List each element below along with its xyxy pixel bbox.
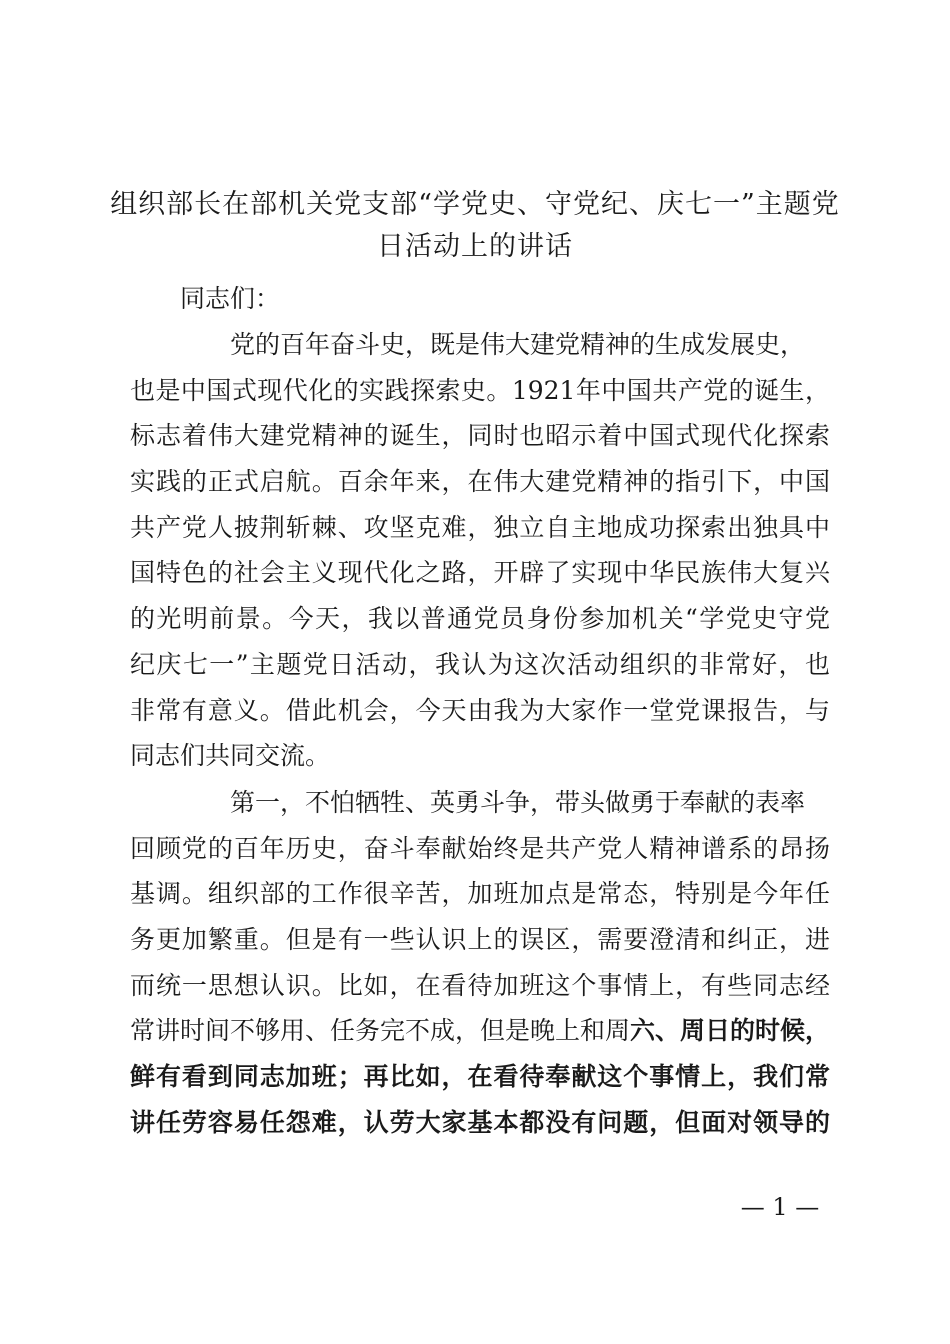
normal-text: 常讲时间不够用、任务完不成，但是晚上和周: [130, 1016, 631, 1046]
bold-paragraph-line: 鲜有看到同志加班；再比如，在看待奉献这个事情上，我们常: [130, 1062, 830, 1092]
paragraph-2: [130, 780, 830, 1146]
paragraph-line: 标志着伟大建党精神的诞生，同时也昭示着中国式现代化探索: [130, 421, 830, 451]
paragraph-line: 非常有意义。借此机会，今天由我为大家作一堂党课报告，与: [130, 695, 830, 725]
paragraph-line: 纪庆七一”主题党日活动，我认为这次活动组织的非常好，也: [130, 649, 830, 679]
page-number: — 1 —: [740, 1193, 820, 1221]
bold-text: 六、周日的时候，: [630, 1016, 831, 1046]
paragraph-line: 的光明前景。今天，我以普通党员身份参加机关“学党史守党: [130, 604, 830, 634]
paragraph-line: 也是中国式现代化的实践探索史。1921年中国共产党的诞生，: [130, 375, 830, 405]
greeting: 同志们：: [180, 284, 281, 313]
paragraph-line: 国特色的社会主义现代化之路，开辟了实现中华民族伟大复兴: [130, 558, 830, 588]
paragraph-line: 基调。组织部的工作很辛苦，加班加点是常态，特别是今年任: [130, 879, 830, 909]
title-line-1: 组织部长在部机关党支部“学党史、守党纪、庆七一”主题党: [110, 189, 840, 220]
paragraph-1: [130, 322, 830, 779]
paragraph-line: 而统一思想认识。比如，在看待加班这个事情上，有些同志经: [130, 970, 830, 1000]
document-title: [100, 184, 850, 268]
section-heading: 第一，不怕牺牲、英勇斗争，带头做勇于奉献的表率: [230, 788, 806, 817]
paragraph-line-mixed: [130, 1008, 830, 1054]
bold-paragraph-line: 讲任劳容易任怨难，认劳大家基本都没有问题，但面对领导的: [130, 1107, 830, 1137]
paragraph-line: 回顾党的百年历史，奋斗奉献始终是共产党人精神谱系的昂扬: [130, 833, 830, 863]
title-line-2: 日活动上的讲话: [377, 231, 573, 262]
paragraph-line: 同志们共同交流。: [130, 741, 331, 771]
paragraph-line: 共产党人披荆斩棘、攻坚克难，独立自主地成功探索出独具中: [130, 512, 830, 542]
paragraph-line: 党的百年奋斗史，既是伟大建党精神的生成发展史，: [230, 330, 806, 359]
paragraph-line: 实践的正式启航。百余年来，在伟大建党精神的指引下，中国: [130, 467, 830, 497]
paragraph-line: 务更加繁重。但是有一些认识上的误区，需要澄清和纠正，进: [130, 925, 830, 955]
